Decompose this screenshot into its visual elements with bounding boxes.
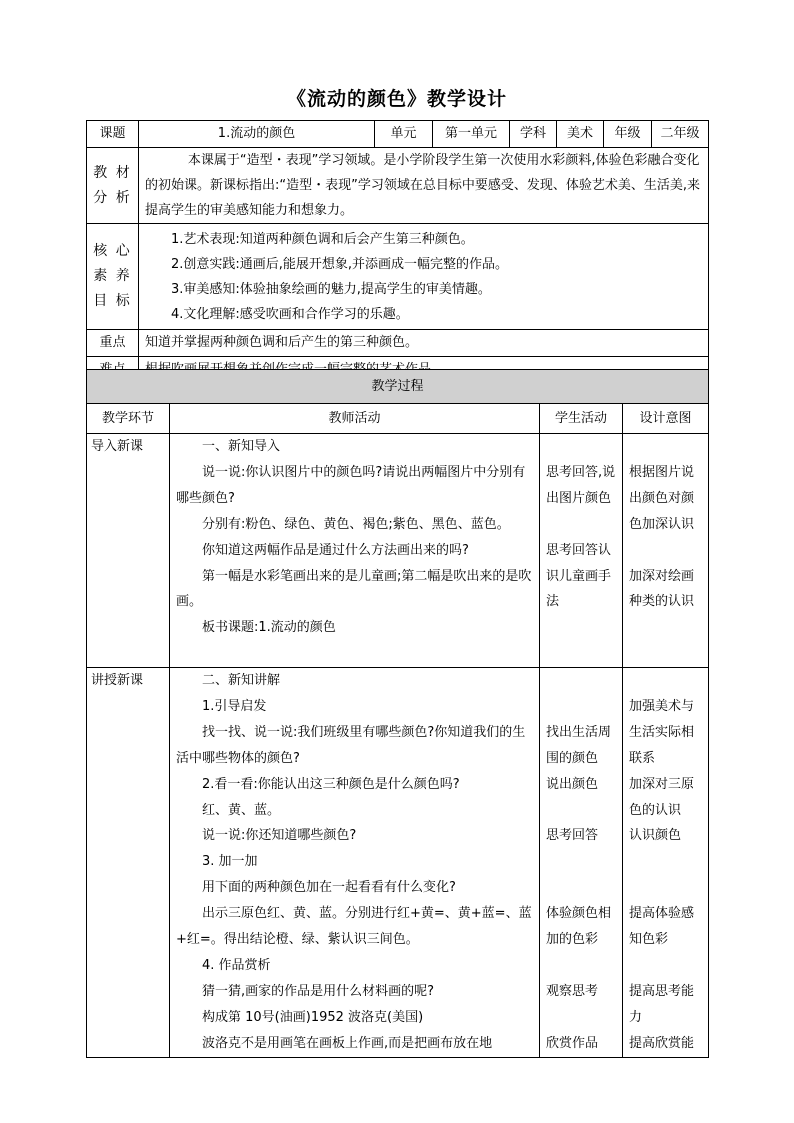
intro-intent: 根据图片说出颜色对颜色加深认识 加深对绘画种类的认识	[623, 434, 709, 668]
grade-label: 年级	[604, 121, 652, 148]
analysis-label: 教 材 分 析	[87, 148, 139, 224]
goals-row	[87, 224, 709, 330]
goal-item: 1.艺术表现:知道两种颜色调和后会产生第三种颜色。	[171, 231, 474, 247]
topic-value: 1.流动的颜色	[139, 121, 375, 148]
process-table	[86, 369, 709, 1058]
header-intent: 设计意图	[623, 404, 709, 434]
grade-value: 二年级	[652, 121, 709, 148]
intro-student: 思考回答,说出图片颜色 思考回答认识儿童画手法	[540, 434, 623, 668]
header-student: 学生活动	[540, 404, 623, 434]
goal-item: 4.文化理解:感受吹画和合作学习的乐趣。	[171, 306, 409, 322]
lecture-student: 找出生活周围的颜色 说出颜色 思考回答 体验颜色相加的色彩 观察思考 欣赏作品	[540, 668, 623, 1058]
info-row	[87, 121, 709, 148]
analysis-text: 本课属于“造型・表现”学习领域。是小学阶段学生第一次使用水彩颜料,体验色彩融合变化的初始课。新课标指出:“造型・表现”学习领域在总目标中要感受、发现、体验艺术美、生活美,来提高学生的审美感知能力和想象力。	[139, 148, 709, 224]
header-stage: 教学环节	[87, 404, 170, 434]
subject-value: 美术	[557, 121, 604, 148]
lecture-teacher: 二、新知讲解 1.引导启发 找一找、说一说:我们班级里有哪些颜色?你知道我们的生活中哪些物体的颜色? 2.看一看:你能认出这三种颜色是什么颜色吗? 红、黄、蓝。 说一说:你还知道哪些颜色? 3. 加一加 用下面的两种颜色加在一起看看有什么变化? 出示三原色红、黄、蓝。分别进行红+黄=、黄+蓝=、蓝+红=。得出结论橙、绿、紫认识三间色。 4. 作品赏析 猜一猜,画家的作品是用什么材料画的呢? 构成第 10号(油画)1952 波洛克(美国) 波洛克不是用画笔在画板上作画,而是把画布放在地	[170, 668, 540, 1058]
lecture-intent: 加强美术与生活实际相联系 加深对三原色的认识 认识颜色 提高体验感知色彩 提高思考能力 提高欣赏能	[623, 668, 709, 1058]
goals-label: 核 心 素 养 目 标	[87, 224, 139, 330]
unit-value: 第一单元	[433, 121, 510, 148]
key-point-text: 知道并掌握两种颜色调和后产生的第三种颜色。	[139, 330, 709, 357]
subject-label: 学科	[510, 121, 557, 148]
intro-teacher: 一、新知导入 说一说:你认识图片中的颜色吗?请说出两幅图片中分别有哪些颜色? 分别有:粉色、绿色、黄色、褐色;紫色、黑色、蓝色。 你知道这两幅作品是通过什么方法画出来的吗? 第一幅是水彩笔画出来的是儿童画;第二幅是吹出来的是吹画。 板书课题:1.流动的颜色	[170, 434, 540, 668]
analysis-row	[87, 148, 709, 224]
process-title-row	[87, 370, 709, 404]
intro-row	[87, 434, 709, 668]
unit-label: 单元	[375, 121, 433, 148]
key-point-row	[87, 330, 709, 357]
info-table	[86, 120, 709, 384]
goals-list	[139, 224, 709, 330]
intro-stage: 导入新课	[87, 434, 170, 668]
process-header-row	[87, 404, 709, 434]
lecture-row	[87, 668, 709, 1058]
lecture-stage: 讲授新课	[87, 668, 170, 1058]
header-teacher: 教师活动	[170, 404, 540, 434]
key-point-label: 重点	[87, 330, 139, 357]
page-title: 《流动的颜色》教学设计	[286, 88, 507, 110]
topic-label: 课题	[87, 121, 139, 148]
goal-item: 3.审美感知:体验抽象绘画的魅力,提高学生的审美情趣。	[171, 281, 491, 297]
process-title: 教学过程	[87, 370, 709, 404]
goal-item: 2.创意实践:通画后,能展开想象,并添画成一幅完整的作品。	[171, 256, 509, 272]
